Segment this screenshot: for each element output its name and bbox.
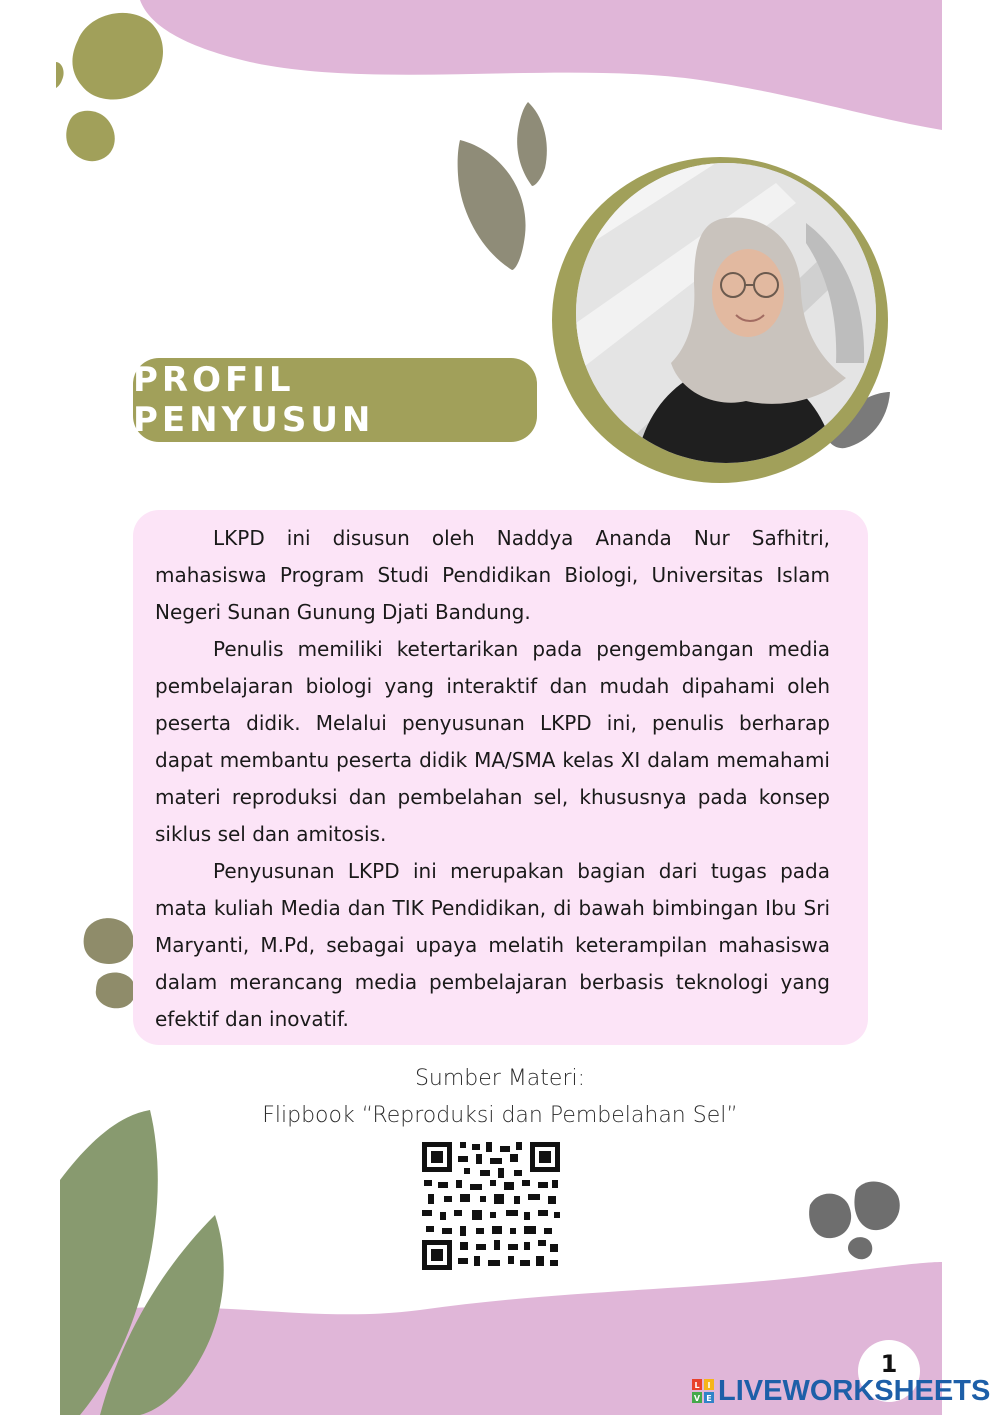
svg-text:E: E [706,1394,712,1403]
title-banner [133,358,537,442]
grey-dot-2 [854,1181,899,1230]
author-photo-illustration [576,163,876,463]
olive-blob-large [72,13,163,100]
top-pink-band [140,0,942,130]
paragraph-author: LKPD ini disusun oleh Naddya Ananda Nur Safhitri, mahasiswa Program Studi Pendidikan Biologi, Universitas Islam Negeri Sunan Gunung Djati Bandung. [155,526,830,624]
svg-text:L: L [694,1381,700,1390]
paragraph-course: Penyusunan LKPD ini merupakan bagian dari tugas pada mata kuliah Media dan TIK Pendidikan, di bawah bimbingan Ibu Sri Maryanti, M.Pd, sebagai upaya melatih keterampilan mahasiswa dalam merancang media pembelajaran berbasis teknologi yang efektif dan inovatif. [155,859,830,1031]
grey-leaf-right [517,102,547,186]
qr-code[interactable] [420,1140,562,1272]
olive-dot-1 [84,918,134,964]
page-number: 1 [880,1350,898,1378]
grey-dot-3 [848,1237,872,1259]
source-title: Flipbook “Reproduksi dan Pembelahan Sel” [262,1103,738,1128]
watermark-text: LIVEWORKSHEETS [718,1374,991,1407]
profile-text-box [133,510,868,1045]
grey-leaf-left [458,140,526,270]
paragraph-interest: Penulis memiliki ketertarikan pada pengembangan media pembelajaran biologi yang interaktif dan mudah dipahami oleh peserta didik. Melalui penyusunan LKPD ini, penulis berharap dapat membantu peserta didik MA/SMA kelas XI dalam memahami materi reproduksi dan pembelahan sel, khususnya pada konsep siklus sel dan amitosis. [155,637,830,846]
svg-text:V: V [693,1394,701,1403]
liveworksheets-watermark[interactable] [692,1374,990,1408]
liveworksheets-logo-icon [692,1379,714,1403]
author-photo [576,163,876,463]
olive-blob-edge [56,62,64,88]
svg-text:I: I [707,1381,711,1390]
olive-dot-2 [96,973,136,1009]
olive-blob-small [66,111,115,161]
source-label: Sumber Materi: [414,1066,586,1091]
grey-dot-1 [809,1194,851,1239]
page-title: PROFIL PENYUSUN [133,360,375,440]
